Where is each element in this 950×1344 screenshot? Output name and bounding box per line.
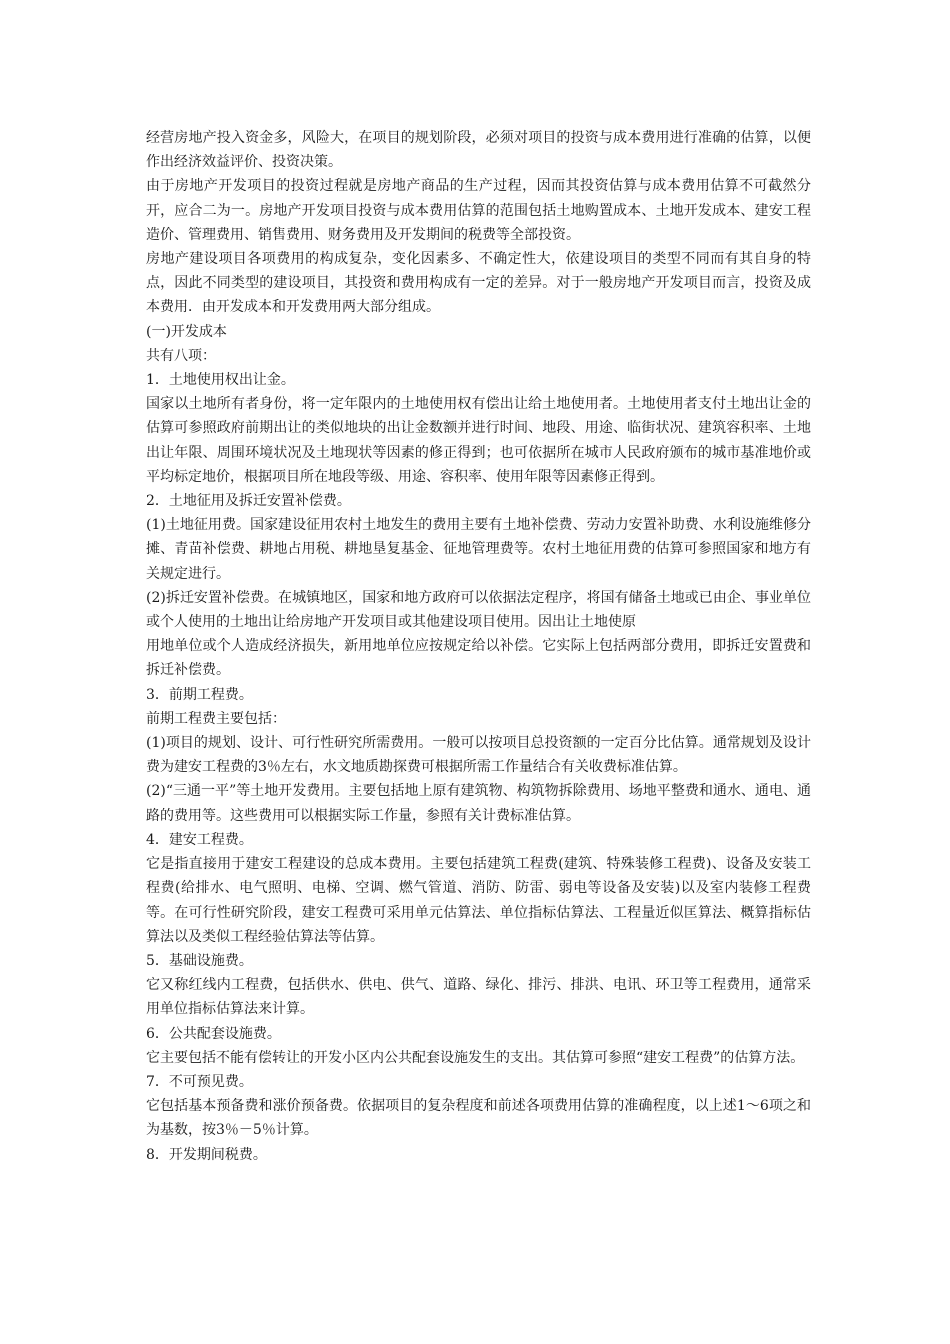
paragraph: 由于房地产开发项目的投资过程就是房地产商品的生产过程，因而其投资估算与成本费用估算不可截然分开，应合二为一。房地产开发项目投资与成本费用估算的范围包括土地购置成本、土地开发成本、建安工程造价、管理费用、销售费用、财务费用及开发期间的税费等全部投资。	[146, 178, 811, 243]
paragraph: 它主要包括不能有偿转让的开发小区内公共配套设施发生的支出。其估算可参照“建安工程费”的估算方法。	[146, 1049, 805, 1066]
item-heading: 3．前期工程费。	[146, 686, 253, 703]
paragraph: 它是指直接用于建安工程建设的总成本费用。主要包括建筑工程费(建筑、特殊装修工程费)、设备及安装工程费(给排水、电气照明、电梯、空调、燃气管道、消防、防雷、弱电等设备及安装)以及室内装修工程费等。在可行性研究阶段，建安工程费可采用单元估算法、单位指标估算法、工程量近似匡算法、概算指标估算法以及类似工程经验估算法等估算。	[146, 856, 811, 945]
item-heading: 2．土地征用及拆迁安置补偿费。	[146, 493, 351, 510]
document-body	[146, 126, 811, 1167]
paragraph: (2)拆迁安置补偿费。在城镇地区，国家和地方政府可以依据法定程序，将国有储备土地或已由企、事业单位或个人使用的土地出让给房地产开发项目或其他建设项目使用。因出让土地使原	[146, 589, 811, 631]
item-heading: 7．不可预见费。	[146, 1073, 253, 1090]
paragraph: 前期工程费主要包括：	[146, 710, 286, 727]
item-heading: 6．公共配套设施费。	[146, 1025, 281, 1042]
paragraph: 经营房地产投入资金多，风险大，在项目的规划阶段，必须对项目的投资与成本费用进行准确的估算，以便作出经济效益评价、投资决策。	[146, 130, 811, 171]
paragraph: 国家以土地所有者身份，将一定年限内的土地使用权有偿出让给土地使用者。土地使用者支付土地出让金的估算可参照政府前期出让的类似地块的出让金数额并进行时间、地段、用途、临街状况、建筑容积率、土地出让年限、周围环境状况及土地现状等因素的修正得到；也可依据所在城市人民政府颁布的城市基准地价或平均标定地价，根据项目所在地段等级、用途、容积率、使用年限等因素修正得到。	[146, 396, 811, 485]
item-heading: 1．土地使用权出让金。	[146, 372, 295, 389]
paragraph: (1)土地征用费。国家建设征用农村土地发生的费用主要有土地补偿费、劳动力安置补助费、水利设施维修分摊、青苗补偿费、耕地占用税、耕地垦复基金、征地管理费等。农村土地征用费的估算可参照国家和地方有关规定进行。	[146, 517, 811, 582]
paragraph: 它又称红线内工程费，包括供水、供电、供气、道路、绿化、排污、排洪、电讯、环卫等工程费用，通常采用单位指标估算法来计算。	[146, 977, 811, 1018]
item-heading: 4．建安工程费。	[146, 831, 253, 848]
paragraph: (1)项目的规划、设计、可行性研究所需费用。一般可以按项目总投资额的一定百分比估算。通常规划及设计费为建安工程费的3％左右，水文地质勘探费可根据所需工作量结合有关收费标准估算。	[146, 735, 811, 776]
paragraph: 共有八项：	[146, 347, 216, 364]
item-heading: 8．开发期间税费。	[146, 1146, 267, 1163]
paragraph: 它包括基本预备费和涨价预备费。依据项目的复杂程度和前述各项费用估算的准确程度，以上述1～6项之和为基数，按3％－5％计算。	[146, 1098, 811, 1139]
item-heading: 5．基础设施费。	[146, 952, 253, 969]
paragraph: 用地单位或个人造成经济损失，新用地单位应按规定给以补偿。它实际上包括两部分费用，即拆迁安置费和拆迁补偿费。	[146, 638, 811, 679]
paragraph: 房地产建设项目各项费用的构成复杂，变化因素多、不确定性大，依建设项目的类型不同而有其自身的特点，因此不同类型的建设项目，其投资和费用构成有一定的差异。对于一般房地产开发项目而言，投资及成本费用．由开发成本和开发费用两大部分组成。	[146, 251, 811, 316]
paragraph: (2)“三通一平”等土地开发费用。主要包括地上原有建筑物、构筑物拆除费用、场地平整费和通水、通电、通路的费用等。这些费用可以根据实际工作量，参照有关计费标准估算。	[146, 783, 811, 824]
section-heading: (一)开发成本	[146, 323, 227, 340]
